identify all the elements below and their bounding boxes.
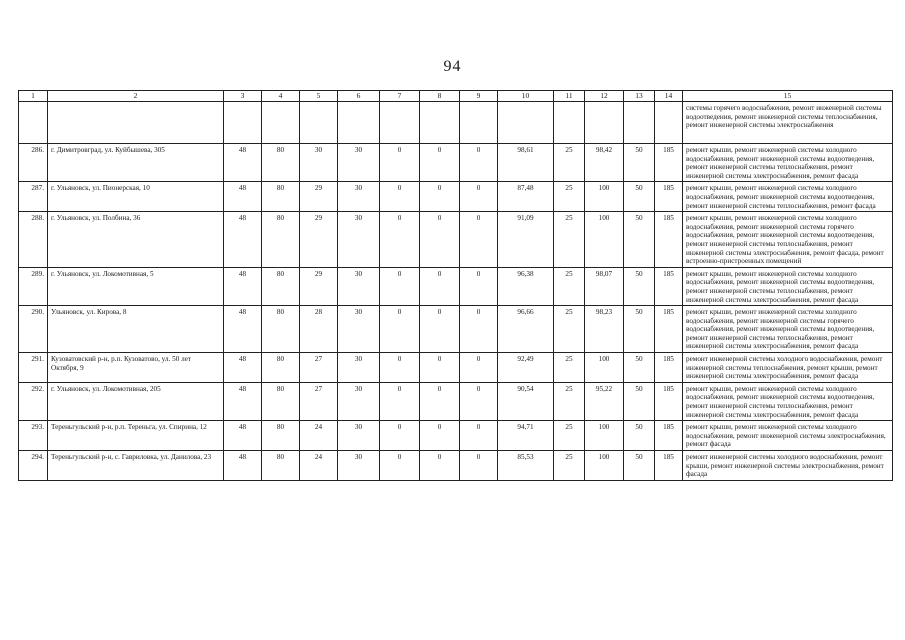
value-cell: 90,54 [498, 382, 554, 420]
value-cell: 0 [420, 182, 460, 212]
value-cell: 0 [380, 267, 420, 305]
row-number-cell: 287. [19, 182, 48, 212]
value-cell: 48 [224, 267, 262, 305]
value-cell: 50 [624, 451, 655, 481]
column-header: 11 [554, 91, 585, 102]
table-row [19, 144, 893, 182]
value-cell: 0 [380, 451, 420, 481]
table-row [19, 382, 893, 420]
works-cell: ремонт крыши, ремонт инженерной системы холодного водоснабжения, ремонт инженерной системы водоотведения, ремонт инженерной системы теплоснабжения, ремонт инженерной системы электроснабжения, ремонт фасада [683, 267, 893, 305]
works-cell: ремонт крыши, ремонт инженерной системы холодного водоснабжения, ремонт инженерной системы горячего водоснабжения, ремонт инженерной системы водоотведения, ремонт инженерной системы теплоснабжения, ремонт инженерной системы электроснабжения, ремонт фасада [683, 306, 893, 353]
value-cell: 25 [554, 212, 585, 268]
value-cell: 80 [262, 267, 300, 305]
value-cell: 0 [460, 267, 498, 305]
value-cell: 48 [224, 421, 262, 451]
column-header: 3 [224, 91, 262, 102]
value-cell: 0 [460, 353, 498, 383]
value-cell: 50 [624, 267, 655, 305]
column-header: 9 [460, 91, 498, 102]
value-cell: 30 [300, 144, 338, 182]
works-cell: ремонт крыши, ремонт инженерной системы холодного водоснабжения, ремонт инженерной системы горячего водоснабжения, ремонт инженерной системы водоотведения, ремонт инженерной системы теплоснабжения, ремонт инженерной системы электроснабжения, ремонт фасада, ремонт встроенно-пристроенных помещений [683, 212, 893, 268]
value-cell: 0 [420, 267, 460, 305]
row-number-cell: 290. [19, 306, 48, 353]
value-cell: 0 [380, 382, 420, 420]
value-cell: 30 [338, 306, 380, 353]
value-cell: 80 [262, 144, 300, 182]
value-cell: 0 [420, 144, 460, 182]
value-cell: 25 [554, 306, 585, 353]
works-cell: ремонт инженерной системы холодного водоснабжения, ремонт крыши, ремонт инженерной системы электроснабжения, ремонт фасада [683, 451, 893, 481]
value-cell: 48 [224, 144, 262, 182]
table-row [19, 267, 893, 305]
table-row [19, 306, 893, 353]
value-cell: 80 [262, 306, 300, 353]
address-cell: Тереньгульский р-н, с. Гавриловка, ул. Данилова, 23 [48, 451, 224, 481]
value-cell: 80 [262, 451, 300, 481]
value-cell: 185 [655, 212, 683, 268]
column-number-row [19, 91, 893, 102]
value-cell: 48 [224, 212, 262, 268]
works-cell: ремонт крыши, ремонт инженерной системы холодного водоснабжения, ремонт инженерной системы водоотведения, ремонт инженерной системы теплоснабжения, ремонт фасада [683, 182, 893, 212]
row-number-cell: 291. [19, 353, 48, 383]
value-cell: 48 [224, 353, 262, 383]
value-cell: 98,07 [585, 267, 624, 305]
value-cell: 185 [655, 267, 683, 305]
row-number-cell: 294. [19, 451, 48, 481]
table-row [19, 421, 893, 451]
value-cell: 0 [380, 306, 420, 353]
value-cell: 80 [262, 212, 300, 268]
table-row [19, 182, 893, 212]
value-cell: 30 [338, 421, 380, 451]
value-cell: 50 [624, 306, 655, 353]
column-header: 13 [624, 91, 655, 102]
value-cell: 27 [300, 382, 338, 420]
value-cell: 27 [300, 353, 338, 383]
address-cell: Кузоватовский р-н, р.п. Кузоватово, ул. 50 лет Октября, 9 [48, 353, 224, 383]
row-number-cell: 289. [19, 267, 48, 305]
value-cell: 30 [338, 144, 380, 182]
address-cell: Тереньгульский р-н, р.п. Тереньга, ул. Спирина, 12 [48, 421, 224, 451]
works-cell: ремонт крыши, ремонт инженерной системы холодного водоснабжения, ремонт инженерной системы водоотведения, ремонт инженерной системы теплоснабжения, ремонт инженерной системы электроснабжения, ремонт фасада [683, 382, 893, 420]
value-cell: 30 [338, 212, 380, 268]
value-cell: 25 [554, 267, 585, 305]
column-header: 6 [338, 91, 380, 102]
table-row [19, 353, 893, 383]
value-cell: 100 [585, 212, 624, 268]
value-cell: 100 [585, 421, 624, 451]
value-cell: 24 [300, 421, 338, 451]
value-cell: 50 [624, 382, 655, 420]
address-cell: г. Ульяновск, ул. Локомотивная, 205 [48, 382, 224, 420]
value-cell: 80 [262, 353, 300, 383]
value-cell: 185 [655, 182, 683, 212]
page-number: 94 [443, 58, 462, 75]
column-header: 8 [420, 91, 460, 102]
value-cell: 87,48 [498, 182, 554, 212]
value-cell: 25 [554, 353, 585, 383]
value-cell: 94,71 [498, 421, 554, 451]
value-cell: 0 [460, 182, 498, 212]
works-cell: ремонт крыши, ремонт инженерной системы холодного водоснабжения, ремонт инженерной системы водоотведения, ремонт инженерной системы теплоснабжения, ремонт инженерной системы электроснабжения, ремонт фасада [683, 144, 893, 182]
value-cell: 30 [338, 451, 380, 481]
value-cell: 48 [224, 382, 262, 420]
value-cell: 30 [338, 182, 380, 212]
value-cell: 29 [300, 267, 338, 305]
works-cell: системы горячего водоснабжения, ремонт инженерной системы водоотведения, ремонт инженерной системы теплоснабжения, ремонт инженерной системы электроснабжения [683, 102, 893, 144]
address-cell: г. Ульяновск, ул. Полбина, 36 [48, 212, 224, 268]
value-cell: 50 [624, 421, 655, 451]
continuation-row [19, 102, 893, 144]
value-cell: 185 [655, 306, 683, 353]
column-header: 15 [683, 91, 893, 102]
value-cell: 80 [262, 421, 300, 451]
value-cell: 98,61 [498, 144, 554, 182]
address-cell: Ульяновск, ул. Кирова, 8 [48, 306, 224, 353]
column-header: 1 [19, 91, 48, 102]
value-cell: 25 [554, 382, 585, 420]
value-cell: 0 [420, 306, 460, 353]
value-cell: 50 [624, 144, 655, 182]
value-cell: 96,38 [498, 267, 554, 305]
row-number-cell: 292. [19, 382, 48, 420]
column-header: 2 [48, 91, 224, 102]
value-cell: 0 [380, 212, 420, 268]
value-cell: 85,53 [498, 451, 554, 481]
value-cell: 185 [655, 451, 683, 481]
value-cell: 98,23 [585, 306, 624, 353]
value-cell: 80 [262, 182, 300, 212]
value-cell: 91,09 [498, 212, 554, 268]
value-cell: 25 [554, 144, 585, 182]
value-cell: 0 [460, 306, 498, 353]
column-header: 10 [498, 91, 554, 102]
value-cell: 98,42 [585, 144, 624, 182]
value-cell: 48 [224, 306, 262, 353]
row-number-cell: 293. [19, 421, 48, 451]
table-row [19, 451, 893, 481]
value-cell: 100 [585, 182, 624, 212]
value-cell: 96,66 [498, 306, 554, 353]
value-cell: 29 [300, 212, 338, 268]
value-cell: 0 [460, 382, 498, 420]
value-cell: 0 [460, 144, 498, 182]
value-cell: 48 [224, 451, 262, 481]
value-cell: 0 [380, 182, 420, 212]
value-cell: 0 [460, 421, 498, 451]
value-cell: 100 [585, 353, 624, 383]
value-cell: 0 [460, 451, 498, 481]
capital-repair-table [18, 90, 893, 481]
address-cell: г. Димитровград, ул. Куйбышева, 305 [48, 144, 224, 182]
value-cell: 30 [338, 353, 380, 383]
value-cell: 0 [420, 421, 460, 451]
value-cell: 0 [460, 212, 498, 268]
value-cell: 0 [420, 353, 460, 383]
value-cell: 29 [300, 182, 338, 212]
value-cell: 80 [262, 382, 300, 420]
value-cell: 185 [655, 353, 683, 383]
column-header: 4 [262, 91, 300, 102]
works-cell: ремонт крыши, ремонт инженерной системы холодного водоснабжения, ремонт инженерной системы электроснабжения, ремонт фасада [683, 421, 893, 451]
column-header: 7 [380, 91, 420, 102]
value-cell: 92,49 [498, 353, 554, 383]
works-cell: ремонт инженерной системы холодного водоснабжения, ремонт инженерной системы теплоснабжения, ремонт крыши, ремонт инженерной системы электроснабжения, ремонт фасада [683, 353, 893, 383]
value-cell: 0 [420, 212, 460, 268]
value-cell: 50 [624, 353, 655, 383]
value-cell: 30 [338, 267, 380, 305]
value-cell: 0 [420, 451, 460, 481]
table-row [19, 212, 893, 268]
value-cell: 30 [338, 382, 380, 420]
value-cell: 25 [554, 182, 585, 212]
value-cell: 25 [554, 421, 585, 451]
column-header: 14 [655, 91, 683, 102]
value-cell: 0 [380, 421, 420, 451]
value-cell: 50 [624, 182, 655, 212]
value-cell: 100 [585, 451, 624, 481]
value-cell: 0 [380, 353, 420, 383]
address-cell: г. Ульяновск, ул. Пионерская, 10 [48, 182, 224, 212]
value-cell: 48 [224, 182, 262, 212]
value-cell: 0 [380, 144, 420, 182]
address-cell: г. Ульяновск, ул. Локомотивная, 5 [48, 267, 224, 305]
column-header: 5 [300, 91, 338, 102]
value-cell: 185 [655, 421, 683, 451]
row-number-cell: 286. [19, 144, 48, 182]
row-number-cell: 288. [19, 212, 48, 268]
value-cell: 28 [300, 306, 338, 353]
value-cell: 24 [300, 451, 338, 481]
value-cell: 95,22 [585, 382, 624, 420]
value-cell: 185 [655, 382, 683, 420]
column-header: 12 [585, 91, 624, 102]
value-cell: 0 [420, 382, 460, 420]
value-cell: 25 [554, 451, 585, 481]
value-cell: 50 [624, 212, 655, 268]
value-cell: 185 [655, 144, 683, 182]
